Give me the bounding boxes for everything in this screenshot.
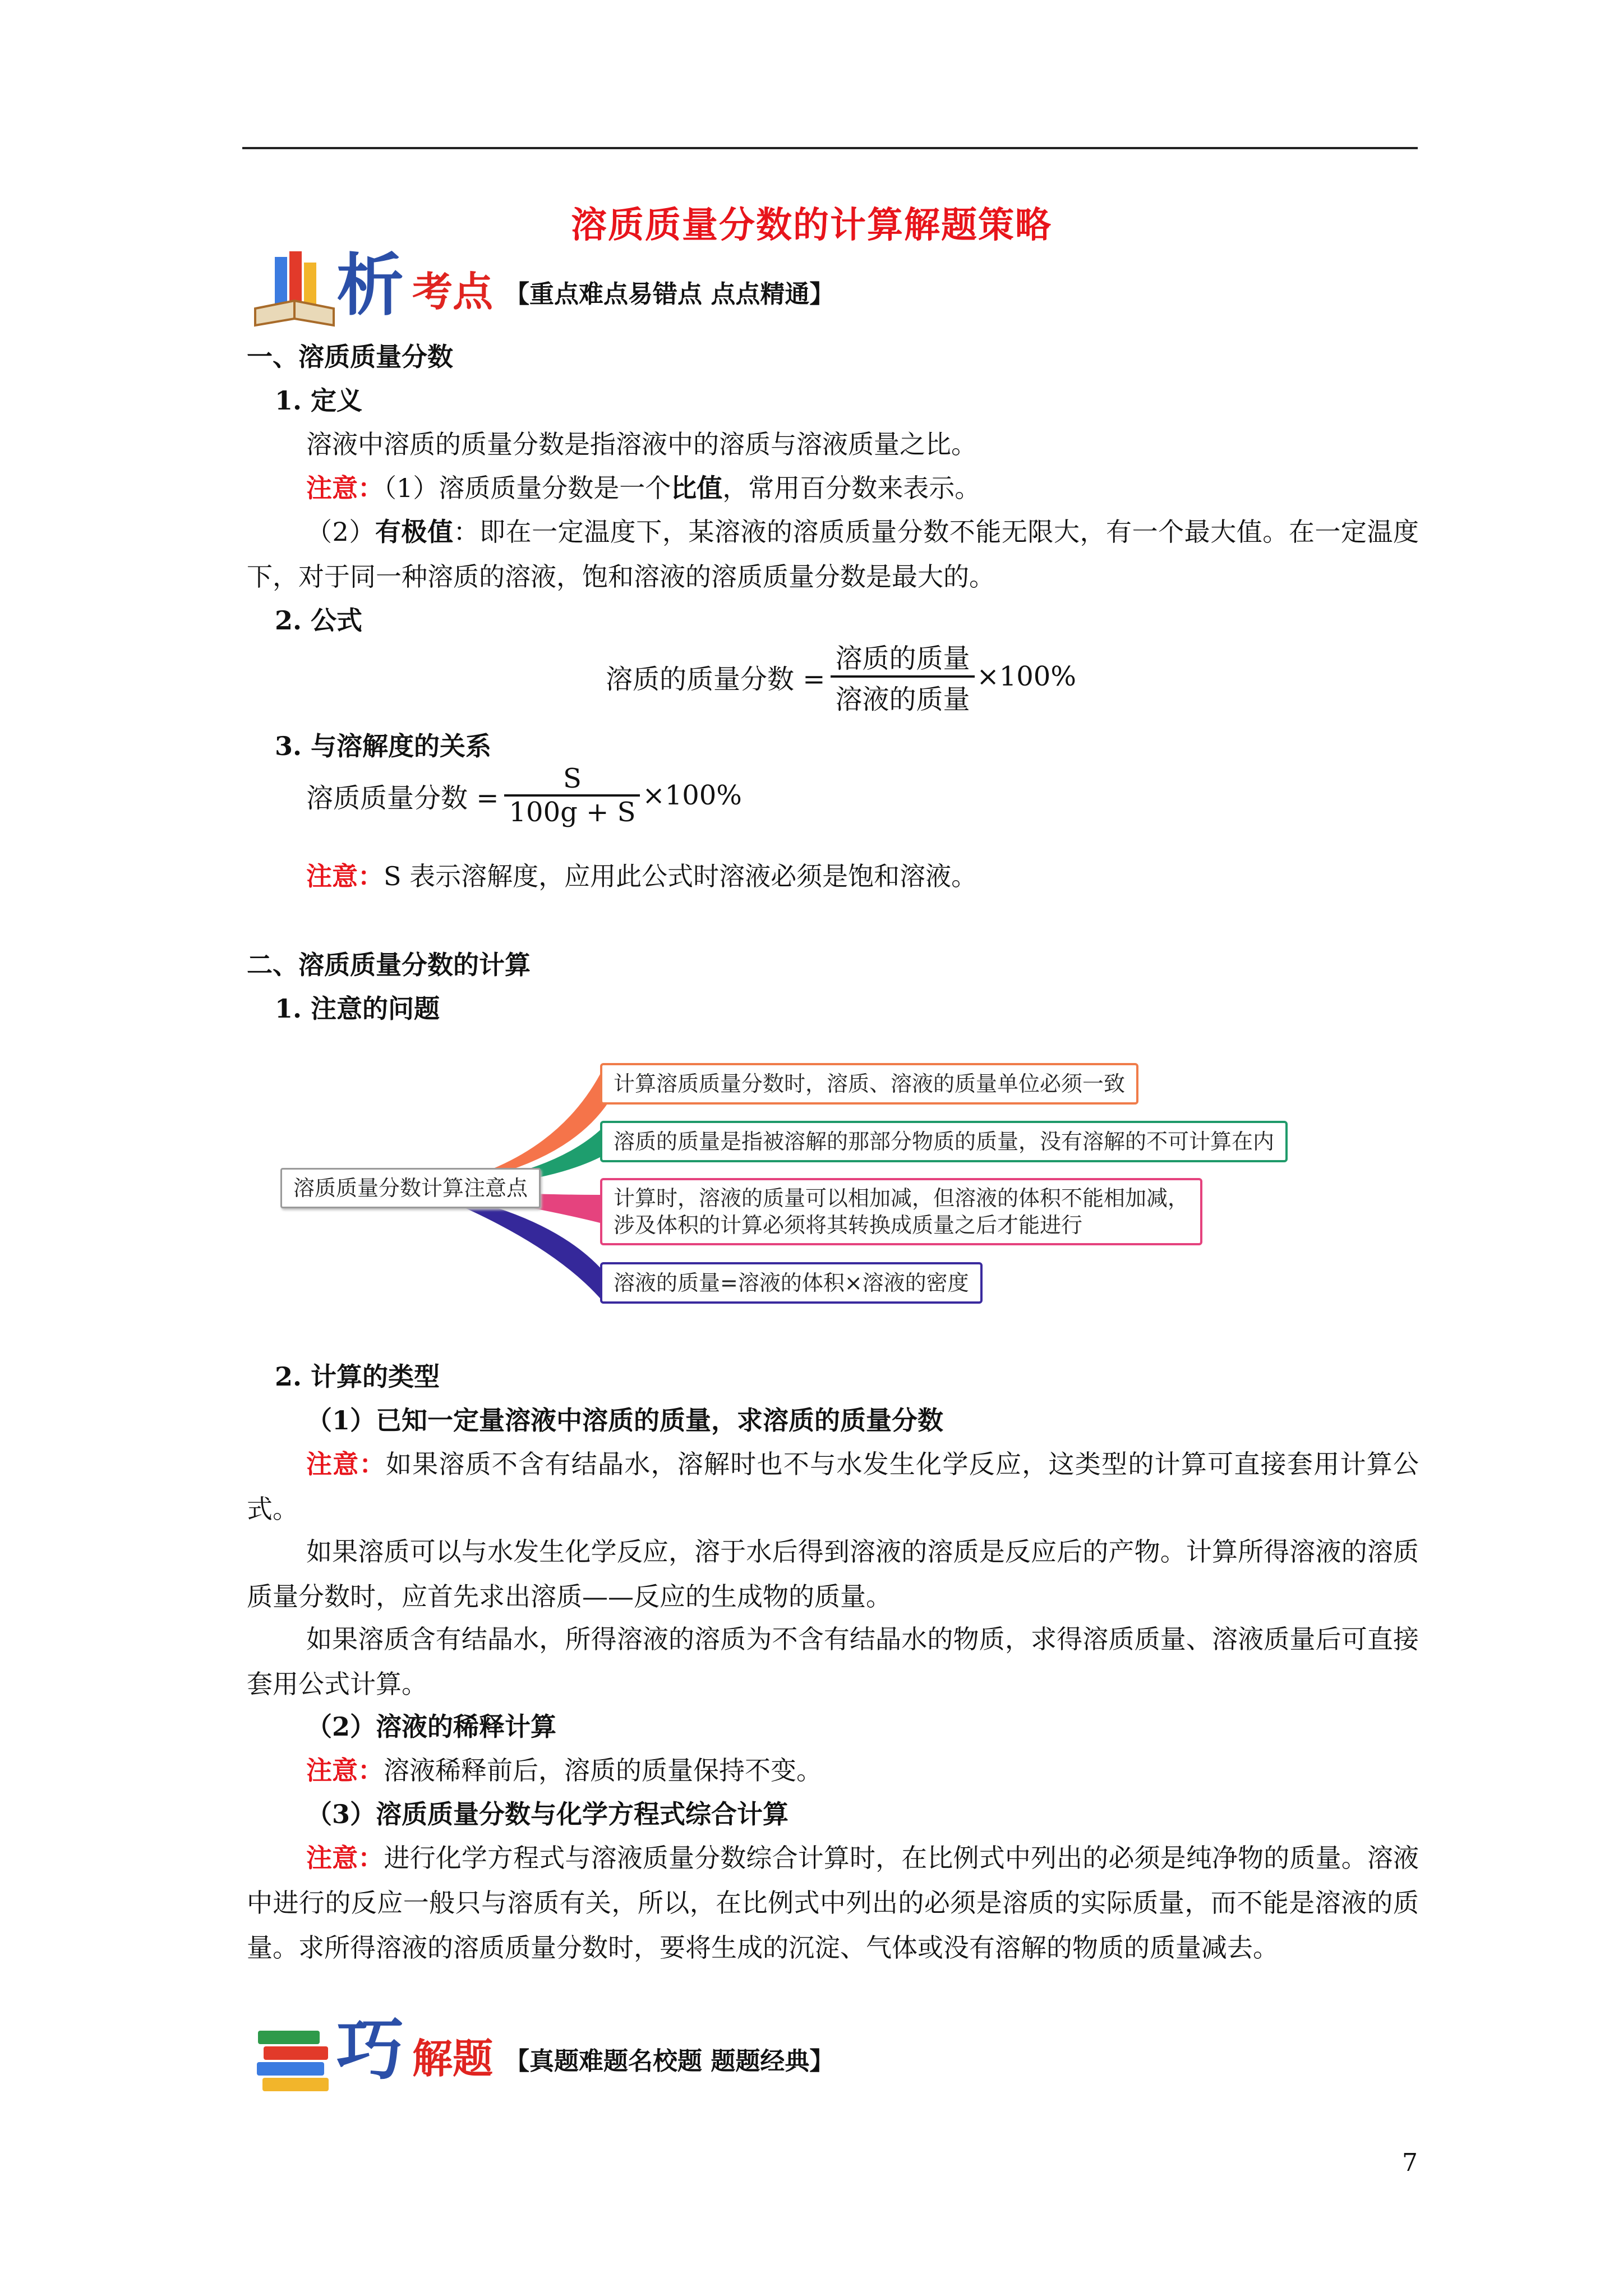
page-number: 7 <box>1402 2148 1418 2177</box>
banner-tag: 【真题难题名校题 题题经典】 <box>505 2047 834 2076</box>
type3-title: （3）溶质质量分数与化学方程式综合计算 <box>306 1799 789 1829</box>
mindmap-item-3: 计算时，溶液的质量可以相加减，但溶液的体积不能相加减， 涉及体积的计算必须将其转换成质量之后才能进行 <box>600 1178 1202 1245</box>
mindmap-item-1: 计算溶质质量分数时，溶质、溶液的质量单位必须一致 <box>600 1063 1138 1105</box>
banner-word: 解题 <box>412 2035 494 2082</box>
mindmap-center: 溶质质量分数计算注意点 <box>280 1168 541 1208</box>
book-icon <box>252 247 336 331</box>
type1-title: （1）已知一定量溶液中溶质的质量，求溶质的质量分数 <box>306 1405 944 1435</box>
note2: （2）有极值：即在一定温度下，某溶液的溶质质量分数不能无限大，有一个最大值。在一定温度下，对于同一种溶质的溶液，饱和溶液的溶质质量分数是最大的。 <box>247 517 1419 592</box>
section1-heading: 一、溶质质量分数 <box>247 342 453 372</box>
banner-big-char: 析 <box>336 247 404 325</box>
type2-note: 注意：溶液稀释前后，溶质的质量保持不变。 <box>306 1755 822 1786</box>
section1-sub2: 2. 公式 <box>275 605 363 636</box>
type1-para3: 如果溶质含有结晶水，所得溶液的溶质为不含有结晶水的物质，求得溶质质量、溶液质量后可直接套用公式计算。 <box>247 1624 1419 1699</box>
banner-word: 考点 <box>412 268 494 315</box>
type2-title: （2）溶液的稀释计算 <box>306 1711 557 1742</box>
type3-note: 注意：进行化学方程式与溶液质量分数综合计算时，在比例式中列出的必须是纯净物的质量。溶液中进行的反应一般只与溶质有关，所以，在比例式中列出的必须是溶质的实际质量，而不能是溶液的质量。求所得溶液的溶质质量分数时，要将生成的沉淀、气体或没有溶解的物质的质量减去。 <box>247 1843 1419 1963</box>
page-title: 溶质质量分数的计算解题策略 <box>571 204 1052 246</box>
banner-big-char: 巧 <box>336 2011 404 2089</box>
type1-note: 注意：如果溶质不含有结晶水，溶解时也不与水发生化学反应，这类型的计算可直接套用计算公式。 <box>247 1449 1419 1524</box>
note1: 注意：（1）溶质质量分数是一个比值，常用百分数来表示。 <box>306 473 981 503</box>
books-stack-icon <box>252 2014 336 2098</box>
formula-solubility: 溶质质量分数 = $\frac{S}{100g + S}$ ×100% <box>306 763 742 828</box>
definition-text: 溶液中溶质的质量分数是指溶液中的溶质与溶液质量之比。 <box>306 429 977 459</box>
type1-para2: 如果溶质可以与水发生化学反应，溶于水后得到溶液的溶质是反应后的产物。计算所得溶液的溶质质量分数时，应首先求出溶质——反应的生成物的质量。 <box>247 1536 1419 1612</box>
section1-sub1: 1. 定义 <box>275 385 363 416</box>
note-label: 注意： <box>306 1449 386 1479</box>
note-label: 注意： <box>306 861 384 891</box>
banner-analysis <box>252 247 925 331</box>
mindmap-item-2: 溶质的质量是指被溶解的那部分物质的质量，没有溶解的不可计算在内 <box>600 1121 1288 1162</box>
section2-sub2: 2. 计算的类型 <box>275 1361 440 1392</box>
formula-mass-fraction: 溶质的质量分数 = $\frac{\text{溶质的质量}}{\text{溶液的质量}}$ ×100% <box>606 643 1076 715</box>
note-label: 注意： <box>306 473 384 503</box>
header-rule <box>242 147 1418 149</box>
mindmap-item-4: 溶液的质量=溶液的体积×溶液的密度 <box>600 1262 983 1304</box>
mindmap <box>280 1055 1380 1324</box>
note-label: 注意： <box>306 1843 384 1873</box>
note-label: 注意： <box>306 1755 384 1786</box>
section1-sub3: 3. 与溶解度的关系 <box>275 731 492 761</box>
note3: 注意：S 表示溶解度，应用此公式时溶液必须是饱和溶液。 <box>306 861 978 891</box>
banner-tag: 【重点难点易错点 点点精通】 <box>505 280 834 309</box>
section2-heading: 二、溶质质量分数的计算 <box>247 950 531 980</box>
banner-solve <box>252 2011 925 2098</box>
section2-sub1: 1. 注意的问题 <box>275 993 440 1024</box>
